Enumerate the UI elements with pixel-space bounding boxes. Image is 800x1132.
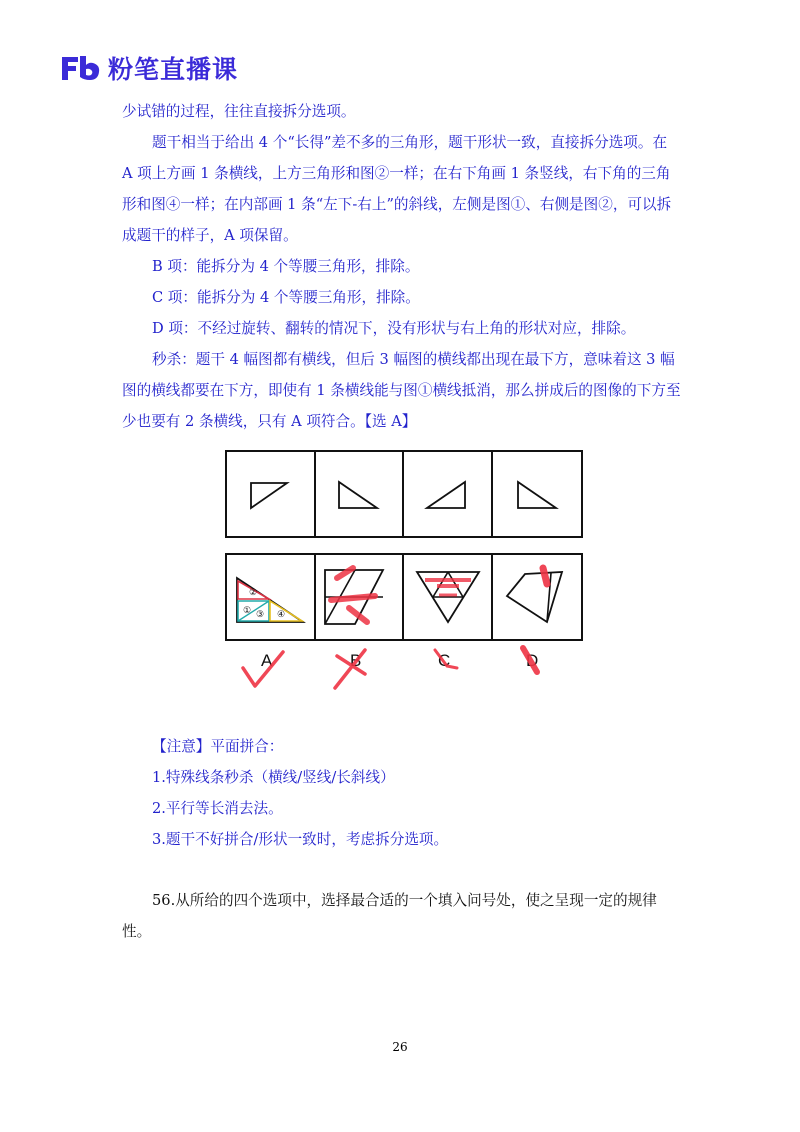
piece-label-1: ① (243, 606, 252, 616)
note-title: 【注意】平面拼合： (152, 738, 284, 755)
analysis-option-d: D 项：不经过旋转、翻转的情况下，没有形状与右上角的形状对应，排除。 (152, 320, 636, 337)
option-label-c: C (438, 651, 451, 670)
question-triangle-4 (518, 482, 556, 508)
piece-label-3: ③ (256, 610, 265, 620)
option-a-figure (237, 578, 303, 622)
puzzle-figure (225, 450, 585, 700)
analysis-line-0: 少试错的过程，往往直接拆分选项。 (122, 103, 356, 120)
question-56: 56.从所给的四个选项中，选择最合适的一个填入问号处，使之呈现一定的规律性。 (122, 892, 657, 940)
analysis-option-c: C 项：能拆分为 4 个等腰三角形，排除。 (152, 289, 420, 306)
question-triangle-2 (339, 482, 377, 508)
option-label-d: D (526, 651, 539, 670)
fenbi-fb-logo-icon (58, 53, 102, 83)
option-b-figure (325, 568, 383, 624)
option-c-figure (417, 572, 479, 622)
question-row (226, 451, 582, 537)
piece-label-2: ② (249, 588, 258, 598)
piece-label-4: ④ (277, 610, 286, 620)
option-label-a: A (261, 651, 273, 670)
note-item-1: 1.特殊线条秒杀（横线/竖线/长斜线） (152, 769, 395, 786)
note-item-2: 2.平行等长消去法。 (152, 800, 283, 817)
note-item-3: 3.题干不好拼合/形状一致时，考虑拆分选项。 (152, 831, 449, 848)
option-d-figure (507, 568, 562, 622)
brand-title: 粉笔直播课 (108, 55, 239, 84)
option-label-b: B (350, 651, 362, 670)
question-triangle-3 (427, 482, 465, 508)
page-number: 26 (392, 1040, 408, 1054)
options-row (226, 554, 582, 640)
header (58, 50, 238, 86)
analysis-quick-solution: 秒杀：题干 4 幅图都有横线，但后 3 幅图的横线都出现在最下方，意味着这 3 幅图的横线都要在下方，即使有 1 条横线能与图①横线抵消，那么拼成后的图像的下方至少也要有 2 条横线，只有 A 项符合。【选 A】 (122, 351, 681, 430)
analysis-option-b: B 项：能拆分为 4 个等腰三角形，排除。 (152, 258, 420, 275)
question-triangle-1 (251, 483, 287, 508)
analysis-paragraph-1: 题干相当于给出 4 个“长得”差不多的三角形，题干形状一致，直接拆分选项。在 A 项上方画 1 条横线，上方三角形和图②一样；在右下角画 1 条竖线，右下角的三角形和图④一样；在内部画 1 条“左下-右上”的斜线，左侧是图①、右侧是图②，可以拆成题干的样子，A 项保留。 (122, 134, 672, 244)
